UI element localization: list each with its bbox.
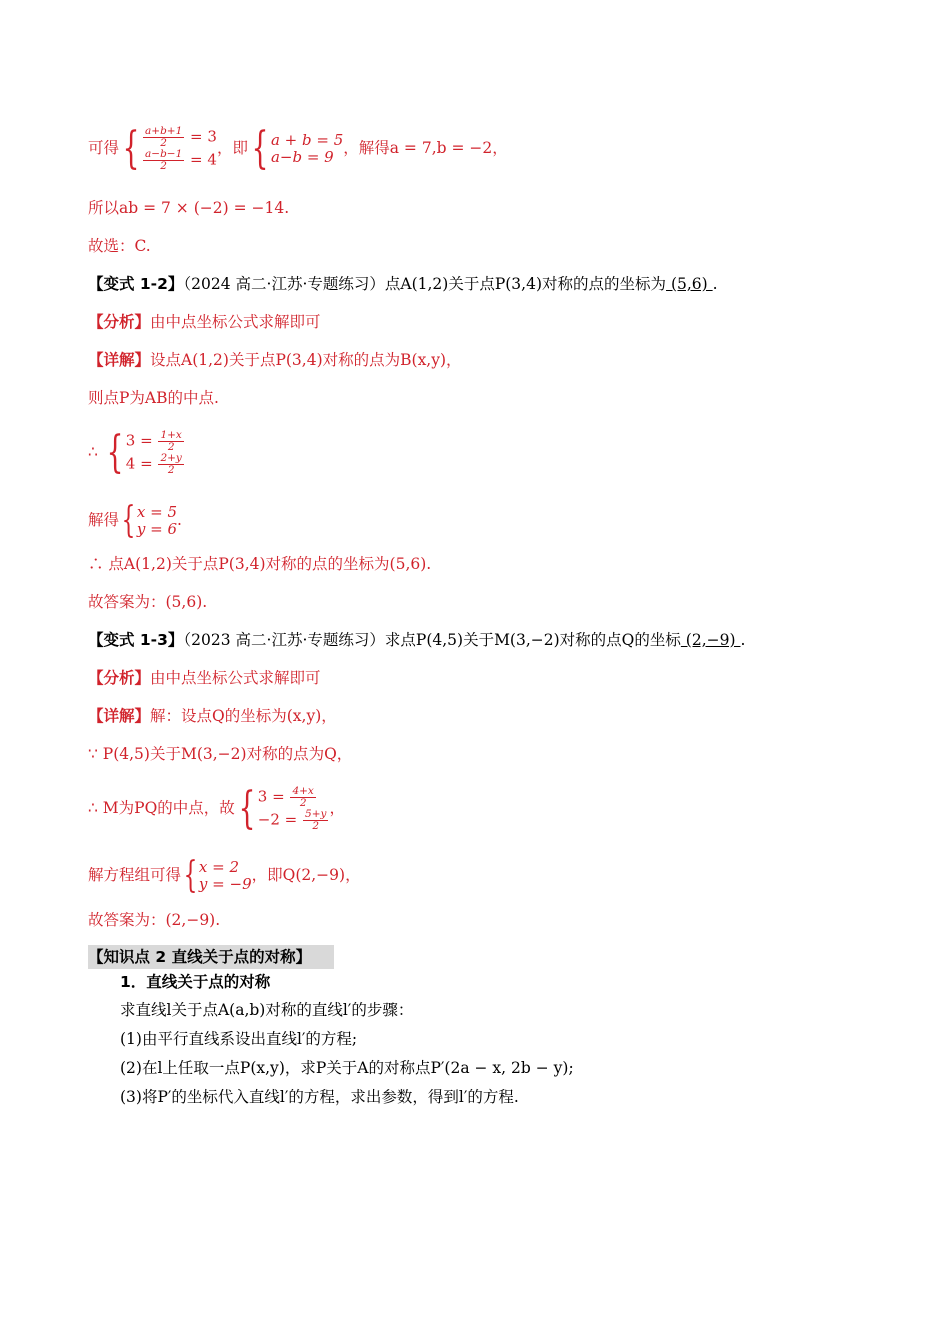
detail-line [88,705,337,727]
solve-equations-line [88,855,361,896]
left-brace: { [106,427,124,478]
equation-lhs: 4 = [125,454,158,473]
frac-denominator: 2 [299,797,307,809]
midpoint-line: 则点P为AB的中点. [88,389,219,407]
variant-1-2-question [88,273,718,295]
equation-lhs: 3 = [257,787,290,806]
analysis-tag: 【分析】 [88,313,151,331]
left-brace: { [122,123,140,174]
text-mid: ，即 [216,139,248,157]
equation-system-5-line [88,783,345,834]
equation-system-5 [258,786,330,832]
equation-row: x = 5 [136,503,178,521]
frac-denominator: 2 [167,464,175,476]
equation-system-4 [137,504,177,538]
knowledge-step-3: (3)将P′的坐标代入直线l′的方程，求出参数，得到l′的方程. [120,1088,519,1106]
frac-numerator: 5+y [305,808,327,820]
detail-line [88,349,462,371]
left-brace: { [238,783,256,834]
variant-tag: 【变式 1-3】 [88,631,184,649]
solution-line-system [88,123,508,174]
equation-row: x = 2 [198,858,240,876]
frac-denominator: 2 [167,441,175,453]
analysis-text: 由中点坐标公式求解即可 [150,313,321,331]
answer-line: 故答案为：(5,6). [88,593,208,611]
frac-numerator: 4+x [292,785,314,797]
detail-text: 设点A(1,2)关于点P(3,4)对称的点为B(x,y)， [150,351,462,369]
text-prefix: 可得 [88,139,120,157]
text-prefix: ∴ M为PQ的中点，故 [88,799,235,817]
variant-1-3-question [88,629,745,651]
text-prefix: 解得 [88,511,120,529]
equation-system-6 [199,859,252,893]
detail-text: 解：设点Q的坐标为(x,y)， [150,707,337,725]
text-tail: ，即Q(2,−9)， [251,866,361,884]
answer-blank: (2,−9) [680,631,741,649]
frac-numerator: a−b−1 [145,148,183,160]
solve-result-line [88,500,182,541]
frac-numerator: 2+y [160,452,182,464]
equation-row: a + b = 5 [270,131,344,149]
frac-denominator: 2 [312,820,320,832]
text-tail: ， [329,799,345,817]
equation-row: a−b = 9 [270,148,334,166]
frac-denominator: 2 [160,137,167,149]
equation-row: y = −9 [198,875,252,893]
equation-lhs: −2 = [257,810,303,829]
solution-line-product: 所以ab = 7 × (−2) = −14. [88,199,290,217]
because-line: ∵ P(4,5)关于M(3,−2)对称的点为Q， [88,745,353,763]
left-brace: { [251,123,269,174]
frac-denominator: 2 [160,160,167,172]
equation-system-1 [142,126,217,172]
equation-rhs: = 4 [185,150,217,169]
solution-line-choice: 故选：C. [88,237,151,255]
question-source: （2023 高二·江苏·专题练习） [183,631,385,649]
left-brace: { [183,855,198,896]
knowledge-point-header: 【知识点 2 直线关于点的对称】 [88,945,334,969]
frac-numerator: a+b+1 [145,125,183,137]
text-tail: . [177,511,182,529]
left-brace: { [121,500,136,541]
conclusion-line: ∴ 点A(1,2)关于点P(3,4)对称的点的坐标为(5,6). [88,555,432,573]
answer-line: 故答案为：(2,−9). [88,911,221,929]
analysis-tag: 【分析】 [88,669,151,687]
equation-rhs: = 3 [185,127,217,146]
variant-tag: 【变式 1-2】 [88,275,184,293]
detail-tag: 【详解】 [88,351,151,369]
therefore-symbol: ∴ [88,443,103,461]
question-text: 求点P(4,5)关于M(3,−2)对称的点Q的坐标 [384,631,681,649]
detail-tag: 【详解】 [88,707,151,725]
equation-system-2 [271,132,343,166]
knowledge-title: 1．直线关于点的对称 [120,973,271,991]
equation-system-3 [126,430,185,476]
answer-blank: (5,6) [666,275,713,293]
knowledge-step-1: (1)由平行直线系设出直线l′的方程; [120,1030,358,1048]
text-prefix: 解方程组可得 [88,866,182,884]
analysis-line [88,667,321,689]
text-tail: ，解得a = 7,b = −2， [343,139,508,157]
period: . [712,275,718,293]
analysis-line [88,311,321,333]
equation-lhs: 3 = [125,431,158,450]
equation-row: y = 6 [136,520,178,538]
analysis-text: 由中点坐标公式求解即可 [150,669,321,687]
period: . [740,631,746,649]
question-text: 点A(1,2)关于点P(3,4)对称的点的坐标为 [384,275,667,293]
frac-numerator: 1+x [160,429,182,441]
knowledge-step-2: (2)在l上任取一点P(x,y)，求P关于A的对称点P′(2a − x, 2b − y); [120,1059,574,1077]
question-source: （2024 高二·江苏·专题练习） [183,275,385,293]
equation-system-3-line [88,427,185,478]
knowledge-paragraph: 求直线l关于点A(a,b)对称的直线l′的步骤： [120,1001,414,1019]
